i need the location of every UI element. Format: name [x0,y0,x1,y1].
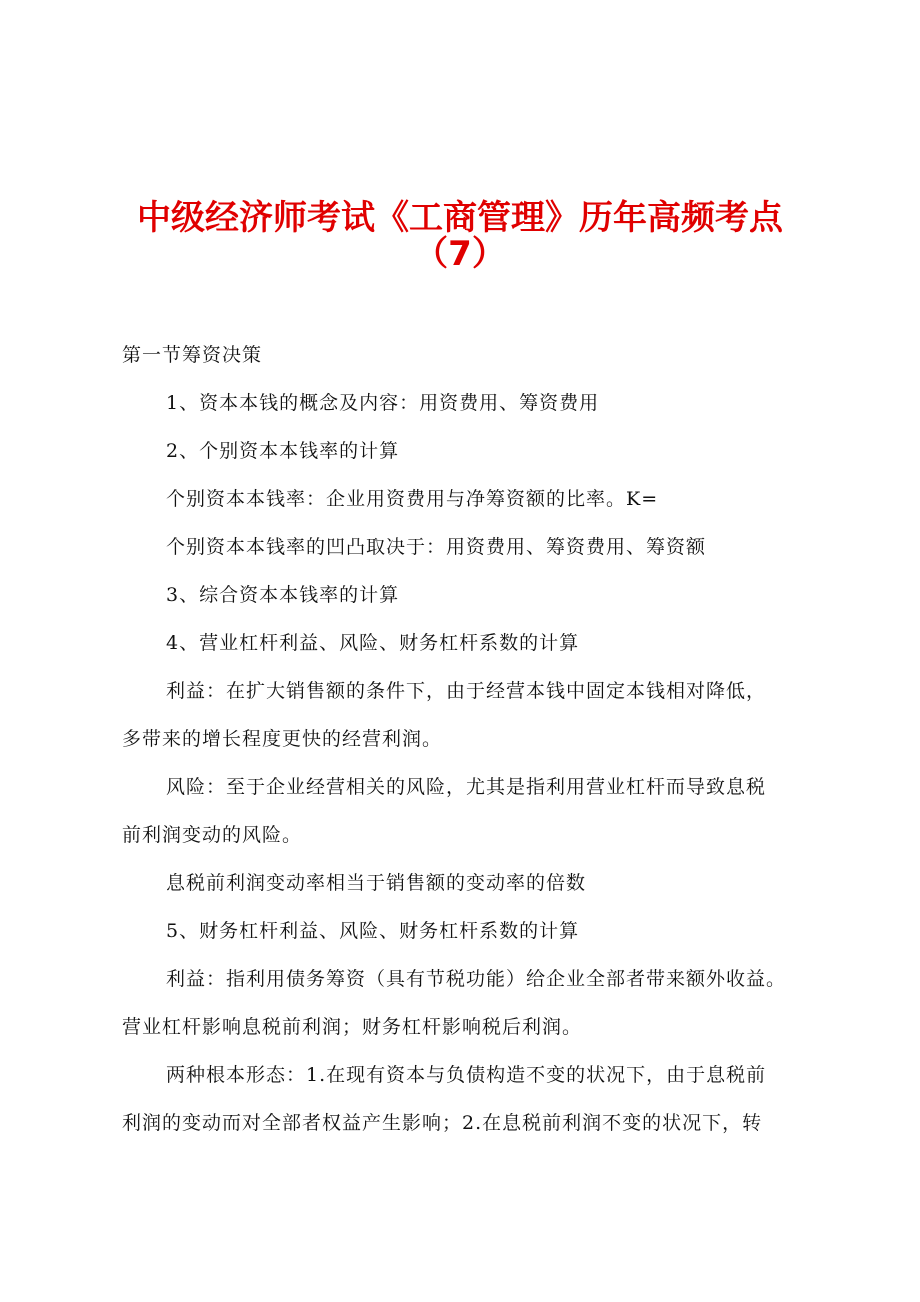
body-line: 1、资本本钱的概念及内容：用资费用、筹资费用 [166,392,600,414]
body-line: 2、个别资本本钱率的计算 [166,440,400,462]
body-line: 两种根本形态：1.在现有资本与负债构造不变的状况下，由于息税前 [166,1064,767,1086]
body-line: 营业杠杆影响息税前利润；财务杠杆影响税后利润。 [122,1016,583,1038]
body-line: 风险：至于企业经营相关的风险，尤其是指利用营业杠杆而导致息税 [166,776,767,798]
body-line: 利益：指利用债务筹资（具有节税功能）给企业全部者带来额外收益。 [166,968,787,990]
document-title-line-1: 中级经济师考试《工商管理》历年高频考点 [137,198,783,238]
body-line: 息税前利润变动率相当于销售额的变动率的倍数 [166,872,587,894]
section-heading: 第一节筹资决策 [122,344,263,366]
body-line: 利润的变动而对全部者权益产生影响；2.在息税前利润不变的状况下，转 [122,1112,763,1134]
body-line: 3、综合资本本钱率的计算 [166,584,400,606]
body-line: 前利润变动的风险。 [122,824,303,846]
body-line: 4、营业杠杆利益、风险、财务杠杆系数的计算 [166,632,580,654]
body-line: 5、财务杠杆利益、风险、财务杠杆系数的计算 [166,920,580,942]
document-title-line-2: （7） [414,234,506,274]
body-line: 多带来的增长程度更快的经营利润。 [122,728,443,750]
body-line: 个别资本本钱率：企业用资费用与净筹资额的比率。K= [166,488,659,510]
body-line: 个别资本本钱率的凹凸取决于：用资费用、筹资费用、筹资额 [166,536,707,558]
body-line: 利益：在扩大销售额的条件下，由于经营本钱中固定本钱相对降低， [166,680,767,702]
